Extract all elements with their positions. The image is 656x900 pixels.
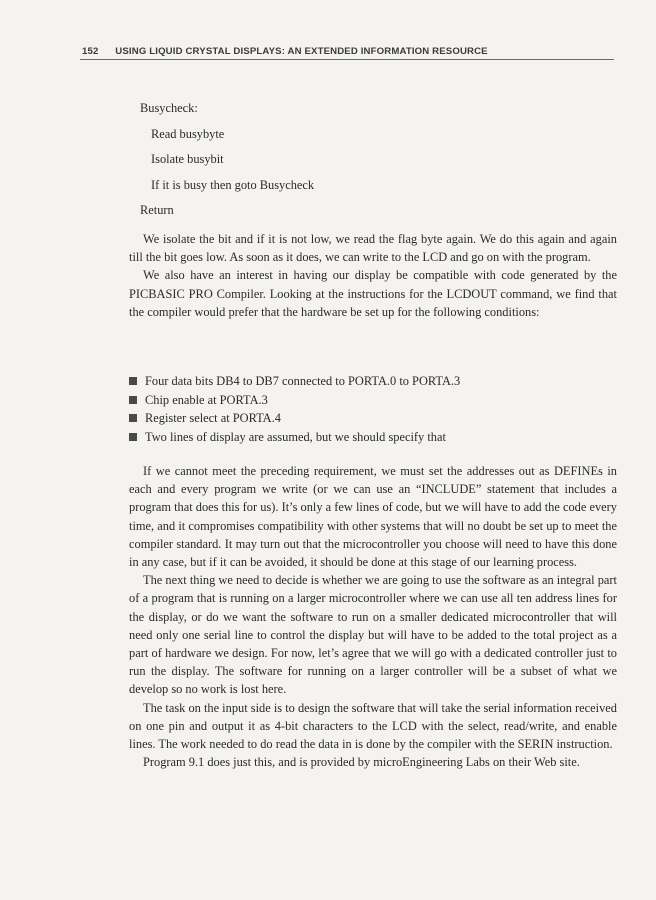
body-text-upper xyxy=(129,230,617,321)
pseudocode-step: Isolate busybit xyxy=(151,152,224,167)
list-item-text: Four data bits DB4 to DB7 connected to PORTA.0 to PORTA.3 xyxy=(145,374,461,388)
body-text-lower xyxy=(129,462,617,771)
header-rule xyxy=(80,59,614,60)
list-item xyxy=(129,372,617,391)
list-item xyxy=(129,391,617,410)
list-item-text: Chip enable at PORTA.3 xyxy=(145,392,268,407)
list-item-text: Two lines of display are assumed, but we should specify that xyxy=(145,429,446,444)
paragraph: We also have an interest in having our display be compatible with code generated by the PICBASIC PRO Compiler. Looking at the instructions for the LCDOUT command, we find that the compiler would prefer that the hardware be set up for the following conditions: xyxy=(129,268,617,319)
bullet-square-icon xyxy=(129,377,137,385)
paragraph: We isolate the bit and if it is not low, we read the flag byte again. We do this again and again till the bit goes low. As soon as it does, we can write to the LCD and go on with the program. xyxy=(129,232,617,265)
paragraph: If we cannot meet the preceding requirement, we must set the addresses out as DEFINEs in each and every program we write (or we can use an “INCLUDE” statement that includes a program that does this for us). It’s only a few lines of code, but we will have to add the code every time, and it compromises compatibility with other systems that will no doubt be set up to meet the compiler standard. It may turn out that the microcontroller you choose will need to have this done in any case, but if it can be avoided, it should be done at this stage of our learning process. xyxy=(129,464,617,570)
running-title: USING LIQUID CRYSTAL DISPLAYS: AN EXTENDED INFORMATION RESOURCE xyxy=(115,46,488,57)
page-number: 152 xyxy=(82,46,99,57)
bullet-square-icon xyxy=(129,433,137,441)
list-item xyxy=(129,409,617,428)
paragraph: Program 9.1 does just this, and is provided by microEngineering Labs on their Web site. xyxy=(143,755,580,770)
bullet-square-icon xyxy=(129,396,137,404)
pseudocode-return: Return xyxy=(140,203,174,218)
pseudocode-step: If it is busy then goto Busycheck xyxy=(151,177,315,192)
paragraph: The next thing we need to decide is whether we are going to use the software as an integral part of a program that is running on a larger microcontroller where we can use all ten address lines for the display, or do we want the software to run on a smaller dedicated microcontroller that will need only one serial line to control the display but will have to be added to the total project as a part of hardware we design. For now, let’s agree that we will go with a dedicated controller just to run the display. The software for running on a larger controller will be a subset of what we develop so no work is lost here. xyxy=(129,573,617,697)
list-item xyxy=(129,428,617,447)
pseudocode-step: Read busybyte xyxy=(151,126,225,141)
pseudocode-label: Busycheck: xyxy=(140,101,198,115)
running-header xyxy=(82,46,614,60)
bullet-list xyxy=(129,372,617,446)
bullet-square-icon xyxy=(129,414,137,422)
list-item-text: Register select at PORTA.4 xyxy=(145,411,281,426)
paragraph: The task on the input side is to design the software that will take the serial information received on one pin and output it as 4-bit characters to the LCD with the select, read/write, and enable lines. The work needed to do read the data in is done by the compiler with the SERIN instruction. xyxy=(129,700,617,752)
pseudocode-block xyxy=(140,96,314,224)
